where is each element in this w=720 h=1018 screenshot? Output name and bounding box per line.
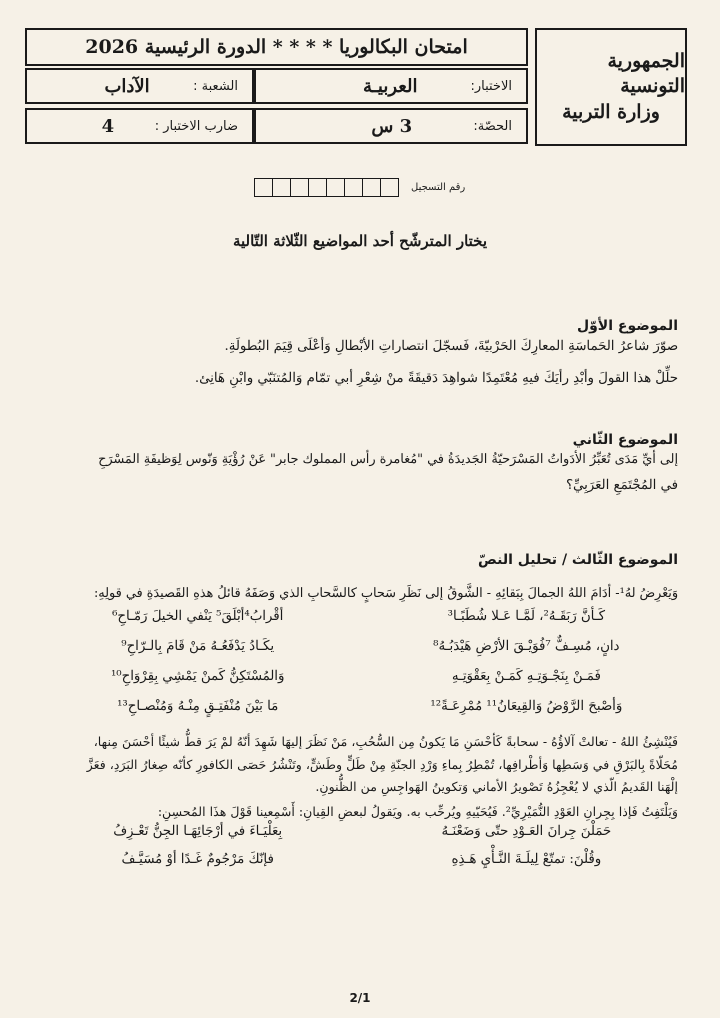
paragraph-line: إلْهَنا القَديمُ الّذي لا يُعْجِزُهُ تَصْويرُ الأماني وَتكوينُ الهَواجِسِ من الظُّنونِ.	[315, 779, 678, 795]
exam-title: امتحان البكالوريا * * * * الدورة الرئيسية 2026	[25, 28, 528, 66]
exam-label: الاختبار:	[470, 78, 512, 94]
topic-2-line1: إلى أيِّ مَدَى تُعَبِّرُ الأدَواتُ المَسْرَحيّةُ الجَديدَةُ في "مُغامرة رأس المملوك جابر" عَنْ رُؤْيَةِ وَنّوس لِوَظيفَةِ المَسْرَحِ	[98, 452, 678, 467]
duration-cell	[254, 108, 528, 144]
verse-line	[46, 824, 678, 852]
topic-3-intro: وَيَعْرِضُ لهُ¹- أدَامَ اللهُ الجمالَ بِبَقائِهِ - الشَّوقُ إلى نَظَرِ سَحابٍ كالسَّحابِ الذي وَصَفَهُ قائلُ هذهِ القَصيدَةِ في قولِهِ:	[93, 586, 678, 601]
exam-subject-cell	[254, 68, 528, 104]
reg-digit-box[interactable]	[345, 178, 363, 197]
reg-digit-box[interactable]	[327, 178, 345, 197]
verse-hemistich: أقْرابُ⁴أبْلَقَ⁵ يَنْفي الخيلَ رَمّـاحِ⁶	[112, 608, 284, 624]
reg-digit-box[interactable]	[309, 178, 327, 197]
verse-hemistich: وَأصْبحَ الرَّوْضُ وَالقِيعَانُ¹¹ مُمْرِعَـةً¹²	[430, 698, 623, 714]
topic-3	[46, 552, 678, 880]
branch-value: الآداب	[104, 75, 150, 97]
verse-hemistich: فَمَـنْ بِنَجْـوَتِـهِ كَمَـنْ بِعَقْوَتِـهِ	[451, 668, 601, 684]
registration-label: رقم التسجيل	[411, 182, 466, 193]
ministry-line1: الجمهورية التونسية	[607, 49, 685, 98]
coefficient-cell	[25, 108, 254, 144]
topic-3-paragraph	[46, 731, 678, 799]
verse-hemistich: يكَـادُ يَدْفَعُـهُ مَنْ قَامَ بِالـرّاحِ⁹	[121, 638, 275, 654]
registration-number	[254, 178, 465, 197]
verse-hemistich: كَـأنَّ رَبَقَـهُ²، لَمَّـا عَـلا شُطَبًـا³	[447, 608, 605, 624]
verse-hemistich: حَمَلْنَ جِرانَ العَـوْدِ حتّى وَضَعْنَـهُ	[441, 823, 612, 839]
instruction: يختار المترشّح أحد المواضيع الثّلاثة التّالية	[232, 232, 488, 250]
ministry-box	[535, 28, 687, 146]
reg-digit-box[interactable]	[363, 178, 381, 197]
verse-line	[46, 669, 678, 699]
page-number: 2/1	[349, 991, 371, 1005]
reg-digit-box[interactable]	[273, 178, 291, 197]
verse-hemistich: وقُلْنَ: تمتّعْ لِيلَـةَ النَّـأْيِ هَـذِهِ	[451, 851, 602, 867]
verse-line	[46, 639, 678, 669]
topic-2	[46, 432, 678, 499]
branch-cell	[25, 68, 254, 104]
topic-3-paragraph-2: وَيَلْتَفِتُ فَإذا بِجِرانِ العَوْدِ النُّمَيْرِيِّ². فَيُحَيّيهِ ويُرحِّب به. ويَقولُ لبعضِ القِيانِ: أَسْمِعينا قَوْلَ هذَا المُحسِنِ:	[157, 803, 678, 819]
verse-line	[46, 699, 678, 729]
verse-hemistich: فإنّكَ مَرْجُومٌ غَـدًا أوْ مُسَيَّـفُ	[121, 851, 274, 867]
topic-1-line2: حلِّلْ هذا القولَ وأبْدِ رأيَكَ فيهِ مُعْتَمِدًا شواهِدَ دَقيقَةً منْ شِعْرِ أبي تمّام وَالمُتنَبّي وابْنِ هَانِئ.	[194, 370, 678, 386]
verse-hemistich: بِعَلْيَـاءَ في أرْجَائِهَـا الجِنُّ تَعْـزِفُ	[113, 823, 283, 839]
topic-2-line2: في المُجْتَمَعِ العَرَبِيِّ؟	[565, 477, 678, 493]
verse-hemistich: مَا بَيْنَ مُنْفَتِـقٍ مِنْـهُ وَمُنْصـاحِ¹³	[117, 698, 279, 714]
paragraph-line: مُحَلّاةً بِالبَرْقِ في وَسَطِها وَأطْرافِها، تُمْطِرُ بِماءِ وَرْدِ الجنّةِ مِنْ طَلٍّ وطَشٍّ، وتَنْشُرُ حَصَى الكافورِ كأنّه صِغارُ البَرَدِ، فعَزَّ	[86, 756, 678, 772]
verse-block-2	[46, 824, 678, 880]
duration-label: الحصّة:	[473, 118, 512, 134]
reg-digit-box[interactable]	[254, 178, 273, 197]
paragraph-line: فَيُنْشِئُ اللهُ - تعالتْ آلاؤُهُ - سحابةً كَأحْسَنِ مَا يَكونُ مِن السُّحُبِ، مَنْ نَظَرَ إليهَا شَهِدَ أنّهُ لمْ يَرَ قطُّ شيئًا أحْسَنَ مِنها،	[93, 733, 678, 749]
ministry-line2: وزارة التربية	[562, 100, 660, 123]
verse-line	[46, 609, 678, 639]
topic-1-title: الموضوع الأوّل	[576, 318, 678, 334]
topic-3-title: الموضوع الثّالث / تحليل النصّ	[478, 552, 678, 568]
branch-label: الشعبة :	[193, 78, 238, 94]
verse-line	[46, 852, 678, 880]
topic-1	[46, 318, 678, 392]
topic-1-line1: صوّرَ شاعرُ الحَماسَةِ المعارِكَ الحَرْبيّةَ، فَسجّلَ انتصاراتِ الأبْطالِ وَأعْلَى قِيَمَ البُطولَةِ.	[224, 339, 678, 354]
coefficient-label: ضارب الاختبار :	[154, 118, 238, 134]
coefficient-value: 4	[101, 115, 115, 137]
exam-value: العربيـة	[363, 75, 418, 97]
exam-header	[25, 28, 687, 146]
duration-value: 3 س	[371, 115, 413, 137]
verse-block	[46, 609, 678, 729]
verse-hemistich: وَالمُسْتَكِنُّ كَمنْ يَمْشِي بِقِرْوَاحِ¹⁰	[110, 668, 285, 684]
reg-digit-box[interactable]	[291, 178, 309, 197]
reg-digit-box[interactable]	[381, 178, 399, 197]
topic-2-title: الموضوع الثّاني	[572, 432, 678, 448]
verse-hemistich: دانٍ، مُسِـفٌّ ⁷فُوَيْـقَ الأرْضِ هَيْدَبُـهُ⁸	[433, 638, 620, 654]
